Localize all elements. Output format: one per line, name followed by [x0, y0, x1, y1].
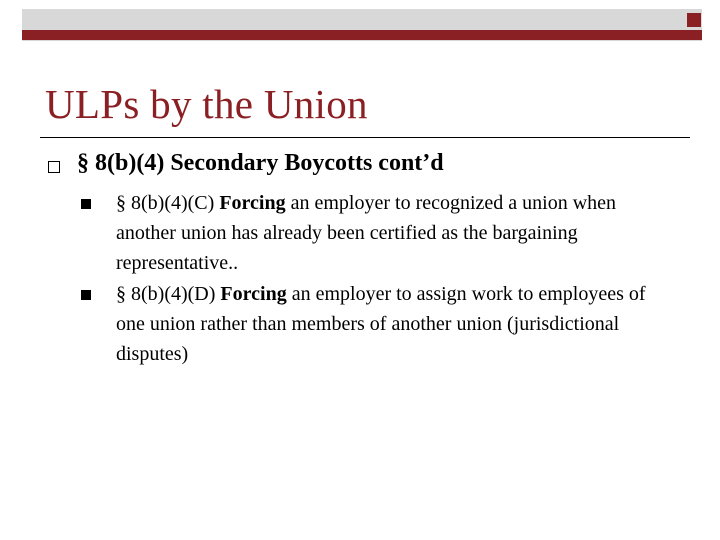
sub-bullet-c — [116, 188, 676, 278]
hollow-square-bullet-icon — [48, 161, 60, 173]
sub-bullet-d — [116, 279, 676, 369]
header-accent-bar — [22, 30, 702, 40]
corner-square — [687, 13, 701, 27]
sub-bullet-c-bold: Forcing — [219, 192, 286, 214]
filled-square-bullet-icon — [81, 290, 91, 300]
slide-title: ULPs by the Union — [45, 81, 368, 127]
sub-bullet-d-prefix: § 8(b)(4)(D) — [116, 283, 221, 305]
bullet-heading: § 8(b)(4) Secondary Boycotts cont’d — [77, 150, 444, 176]
title-divider — [40, 137, 690, 138]
sub-bullet-d-bold: Forcing — [220, 283, 287, 305]
sub-bullet-c-rest: an employer to recognized a union when another union has already been certified as the bargaining representative.. — [116, 192, 617, 274]
filled-square-bullet-icon — [81, 199, 91, 209]
sub-bullet-c-prefix: § 8(b)(4)(C) — [116, 192, 220, 214]
sub-bullet-d-rest: an employer to assign work to employees of one union rather than members of another union (jurisdictional disputes) — [116, 283, 646, 365]
